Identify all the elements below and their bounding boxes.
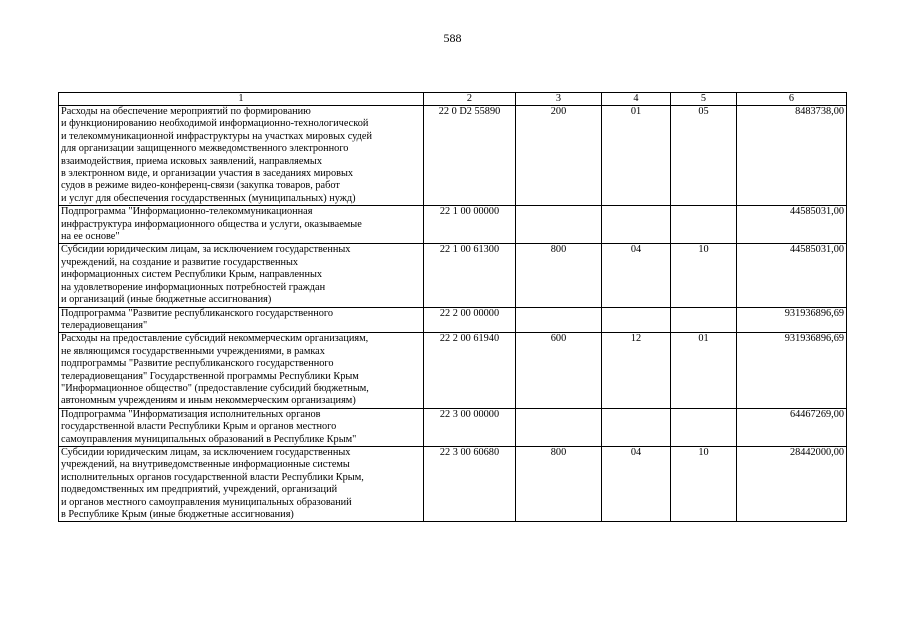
table-row [59,408,847,446]
row-col3: 800 [516,244,602,307]
row-col5: 10 [671,446,737,521]
table-row [59,206,847,244]
table-row [59,106,847,206]
row-col3: 200 [516,106,602,206]
row-amount: 28442000,00 [737,446,847,521]
row-amount: 44585031,00 [737,206,847,244]
table-header-row [59,93,847,106]
row-description: Подпрограмма "Информатизация исполнительных органов государственной власти Республики Крым и органов местного самоуправления муниципальных образований в Республике Крым" [59,408,424,446]
row-code: 22 2 00 61940 [424,333,516,408]
row-description: Расходы на предоставление субсидий некоммерческим организациям, не являющимся государственными учреждениями, в рамках подпрограммы "Развитие республиканского государственного телерадиовещания" Государственной программы Республики Крым "Информационное общество" (предоставление субсидий бюджетным, автономным учреждениям и иным некоммерческим организациям) [59,333,424,408]
row-code: 22 1 00 61300 [424,244,516,307]
row-col4 [602,206,671,244]
row-code: 22 0 D2 55890 [424,106,516,206]
row-col4 [602,408,671,446]
column-header: 1 [59,93,424,106]
row-col4: 04 [602,244,671,307]
table-row [59,333,847,408]
row-code: 22 1 00 00000 [424,206,516,244]
row-col3 [516,307,602,333]
row-code: 22 2 00 00000 [424,307,516,333]
row-code: 22 3 00 60680 [424,446,516,521]
table-row [59,446,847,521]
row-col4: 12 [602,333,671,408]
row-amount: 8483738,00 [737,106,847,206]
row-col5 [671,206,737,244]
row-amount: 931936896,69 [737,307,847,333]
budget-table [58,92,847,522]
row-description: Расходы на обеспечение мероприятий по формированию и функционированию необходимой информационно-технологической и телекоммуникационной инфраструктуры на участках мировых судей для организации защищенного межведомственного электронного взаимодействия, приема исковых заявлений, направляемых в электронном виде, и организации участия в заседаниях мировых судов в режиме видео-конференц-связи (закупка товаров, работ и услуг для обеспечения государственных (муниципальных) нужд) [59,106,424,206]
row-amount: 931936896,69 [737,333,847,408]
row-amount: 64467269,00 [737,408,847,446]
column-header: 5 [671,93,737,106]
row-col5: 05 [671,106,737,206]
column-header: 6 [737,93,847,106]
row-description: Субсидии юридическим лицам, за исключением государственных учреждений, на внутриведомственные информационные системы исполнительных органов государственной власти Республики Крым, подведомственных им предприятий, учреждений, организаций и органов местного самоуправления муниципальных образований в Республике Крым (иные бюджетные ассигнования) [59,446,424,521]
row-description: Субсидии юридическим лицам, за исключением государственных учреждений, на создание и развитие государственных информационных систем Республики Крым, направленных на удовлетворение информационных потребностей граждан и организаций (иные бюджетные ассигнования) [59,244,424,307]
row-col5 [671,408,737,446]
table-row [59,244,847,307]
row-col3 [516,408,602,446]
row-col4: 01 [602,106,671,206]
row-description: Подпрограмма "Развитие республиканского государственного телерадиовещания" [59,307,424,333]
row-col5: 10 [671,244,737,307]
row-col5: 01 [671,333,737,408]
row-col4 [602,307,671,333]
row-description: Подпрограмма "Информационно-телекоммуникационная инфраструктура информационного общества и услуги, оказываемые на ее основе" [59,206,424,244]
column-header: 2 [424,93,516,106]
table-row [59,307,847,333]
row-code: 22 3 00 00000 [424,408,516,446]
row-col3 [516,206,602,244]
row-col3: 800 [516,446,602,521]
row-col5 [671,307,737,333]
row-col4: 04 [602,446,671,521]
row-amount: 44585031,00 [737,244,847,307]
column-header: 3 [516,93,602,106]
page-number: 588 [443,31,462,45]
row-col3: 600 [516,333,602,408]
column-header: 4 [602,93,671,106]
